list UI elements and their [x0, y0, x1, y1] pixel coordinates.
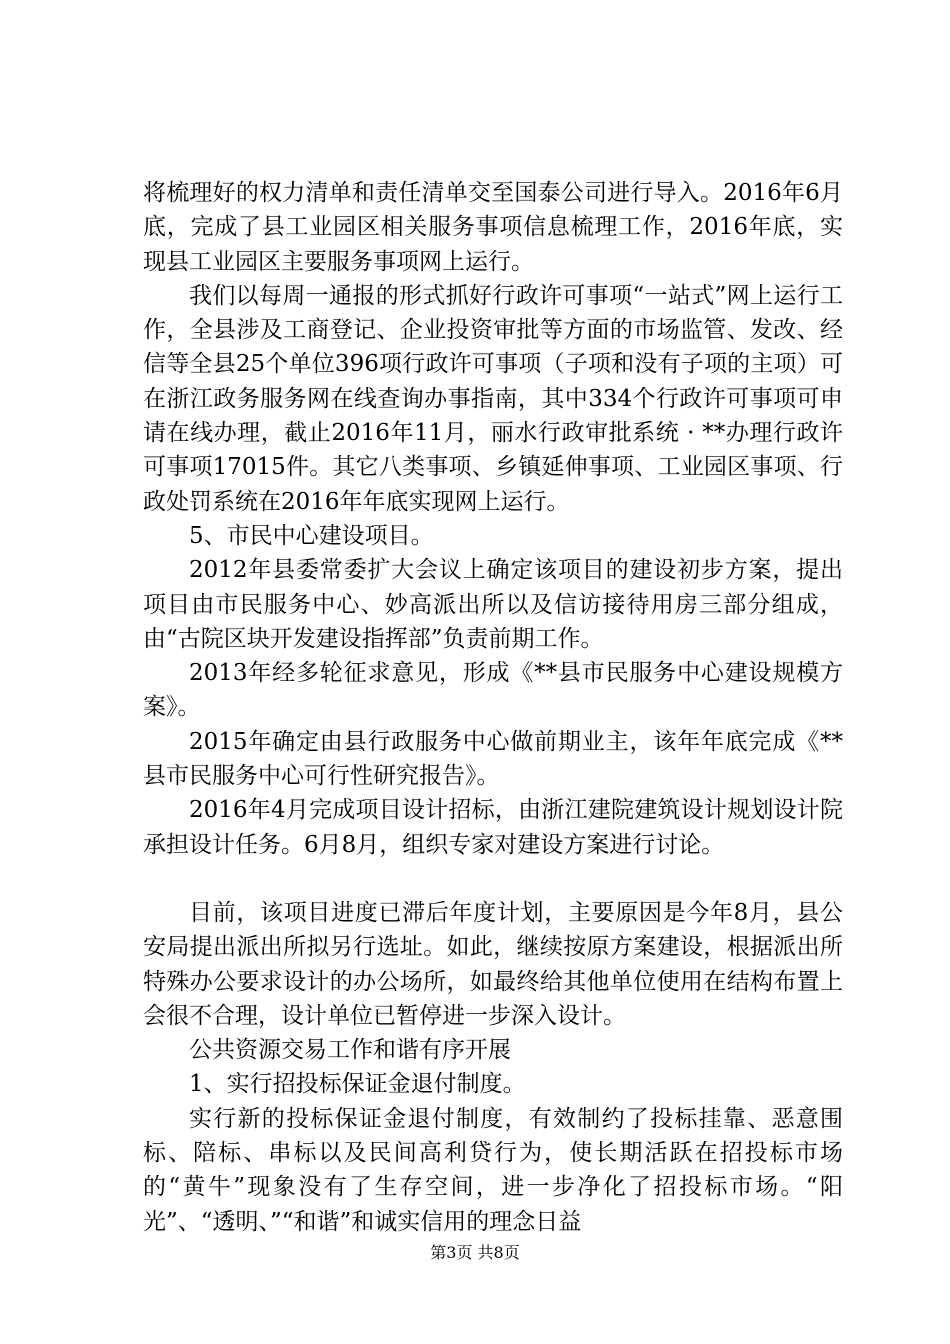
paragraph-current-status: 目前，该项目进度已滞后年度计划，主要原因是今年8月，县公安局提出派出所拟另行选址。如此，继续按原方案建设，根据派出所特殊办公要求设计的办公场所，如最终给其他单位使用在结构布置上会很不合理，设计单位已暂停进一步深入设计。 [143, 899, 843, 1029]
paragraph-2016: 2016年4月完成项目设计招标，由浙江建院建筑设计规划设计院承担设计任务。6月8月，组织专家对建设方案进行讨论。 [143, 797, 843, 858]
paragraph-continuation: 将梳理好的权力清单和责任清单交至国泰公司进行导入。2016年6月底，完成了县工业园区相关服务事项信息梳理工作，2016年底，实现县工业园区主要服务事项网上运行。 [143, 180, 843, 275]
paragraph-2015: 2015年确定由县行政服务中心做前期业主，该年年底完成《**县市民服务中心可行性研究报告》。 [143, 728, 843, 790]
paragraph-2012: 2012年县委常委扩大会议上确定该项目的建设初步方案，提出项目由市民服务中心、妙高派出所以及信访接待用房三部分组成，由“古院区块开发建设指挥部”负责前期工作。 [143, 557, 843, 652]
page-footer: 第3页 共8页 [430, 1243, 520, 1262]
paragraph-deposit-refund: 实行新的投标保证金退付制度，有效制约了投标挂靠、恶意围标、陪标、串标以及民间高利贷行为，使长期活跃在招投标市场的“黄牛”现象没有了生存空间，进一步净化了招投标市场。“阳光”、“透明、”“和谐”和诚实信用的理念日益 [143, 1105, 843, 1235]
subsection-heading-deposit-refund: 1、实行招投标保证金退付制度。 [189, 1071, 526, 1098]
section-heading-citizen-center: 5、市民中心建设项目。 [189, 522, 434, 549]
paragraph-spacer [143, 862, 843, 896]
section-heading-public-resources: 公共资源交易工作和谐有序开展 [189, 1037, 511, 1064]
paragraph-2013: 2013年经多轮征求意见，形成《**县市民服务中心建设规模方案》。 [143, 660, 843, 721]
document-body [143, 176, 843, 1239]
paragraph-weekly-report: 我们以每周一通报的形式抓好行政许可事项“一站式”网上运行工作，全县涉及工商登记、企业投资审批等方面的市场监管、发改、经信等全县25个单位396项行政许可事项（子项和没有子项的主项）可在浙江政务服务网在线查询办事指南，其中334个行政许可事项可申请在线办理，截止2016年11月，丽水行政审批系统 · **办理行政许可事项17015件。其它八类事项、乡镇延伸事项、工业园区事项、行政处罚系统在2016年年底实现网上运行。 [143, 282, 843, 515]
